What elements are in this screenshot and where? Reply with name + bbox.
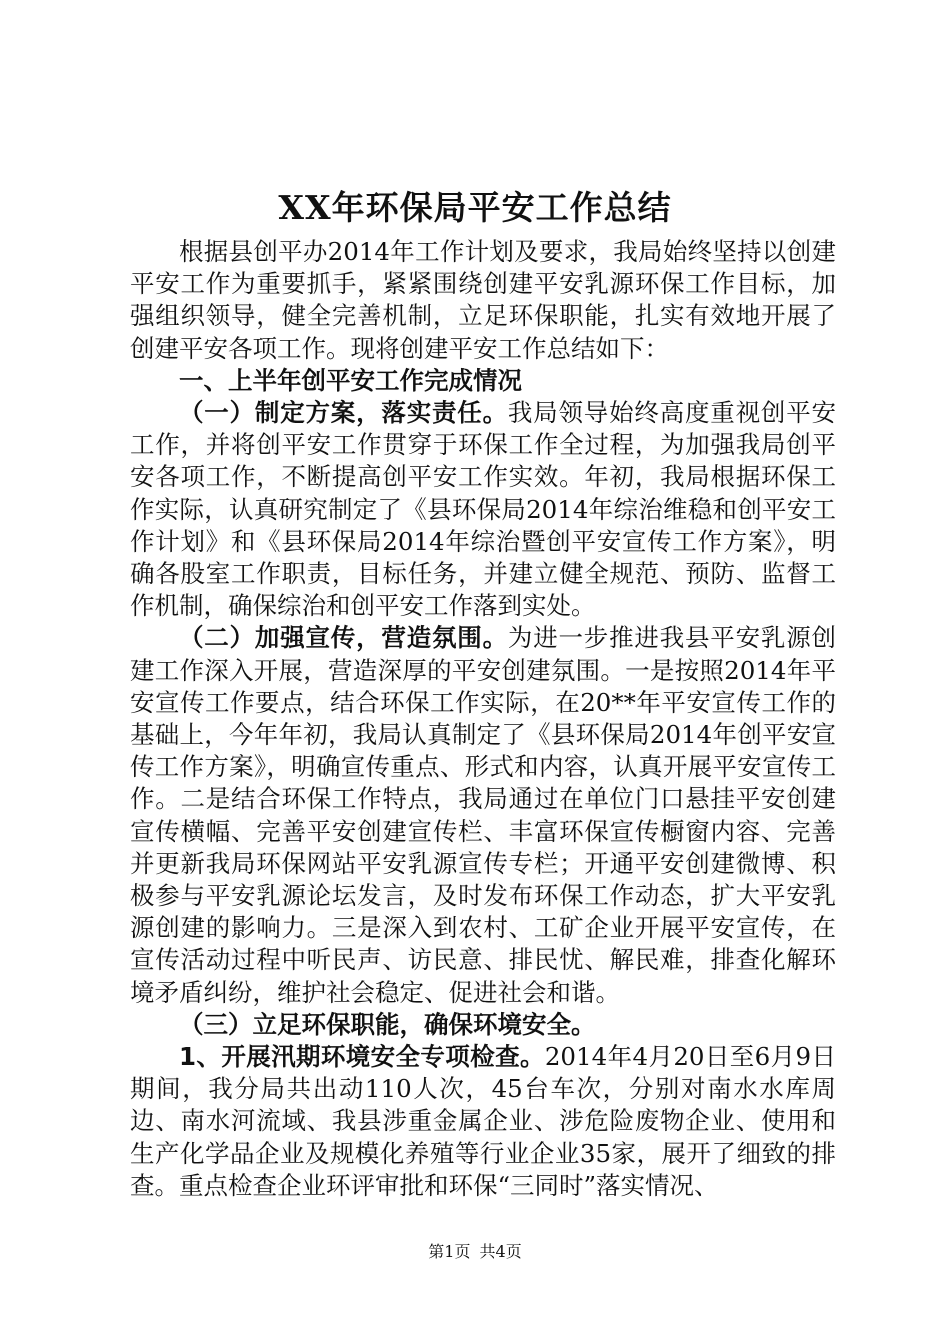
item-2-heading: （二）加强宣传，营造氛围。 <box>179 623 508 653</box>
item-2-paragraph <box>130 622 836 1008</box>
item-2-text: 为进一步推进我县平安乳源创建工作深入开展，营造深厚的平安创建氛围。一是按照2014年平安宣传工作要点，结合环保工作实际，在20**年平安宣传工作的基础上，今年年初，我局认真制定了《县环保局2014年创平安宣传工作方案》，明确宣传重点、形式和内容，认真开展平安宣传工作。二是结合环保工作特点，我局通过在单位门口悬挂平安创建宣传横幅、完善平安创建宣传栏、丰富环保宣传橱窗内容、完善并更新我局环保网站平安乳源宣传专栏；开通平安创建微博、积极参与平安乳源论坛发言，及时发布环保工作动态，扩大平安乳源创建的影响力。三是深入到农村、工矿企业开展平安宣传，在宣传活动过程中听民声、访民意、排民忧、解民难，排查化解环境矛盾纠纷，维护社会稳定、促进社会和谐。 <box>130 623 837 1007</box>
item-1-heading: （一）制定方案，落实责任。 <box>179 398 508 428</box>
item-1-paragraph <box>130 397 836 622</box>
section-heading <box>130 365 836 397</box>
sub-1-text: 2014年4月20日至6月9日期间，我分局共出动110人次，45台车次，分别对南水水库周边、南水河流域、我县涉重金属企业、涉危险废物企业、使用和生产化学品企业及规模化养殖等行业企业35家，展开了细致的排查。重点检查企业环评审批和环保“三同时”落实情况、 <box>130 1042 836 1200</box>
sub-1-paragraph <box>130 1041 836 1202</box>
item-3-paragraph <box>130 1009 836 1041</box>
page-footer <box>0 1241 950 1263</box>
page-number: 第1页 <box>428 1242 471 1261</box>
intro-paragraph: 根据县创平办2014年工作计划及要求，我局始终坚持以创建平安工作为重要抓手，紧紧围绕创建平安乳源环保工作目标，加强组织领导，健全完善机制，立足环保职能，扎实有效地开展了创建平安各项工作。现将创建平安工作总结如下： <box>130 237 836 363</box>
sub-1-heading: 1、开展汛期环境安全专项检查。 <box>179 1042 545 1072</box>
document-title: XX年环保局平安工作总结 <box>278 188 672 227</box>
item-1-text: 我局领导始终高度重视创平安工作，并将创平安工作贯穿于环保工作全过程，为加强我局创平安各项工作，不断提高创平安工作实效。年初，我局根据环保工作实际，认真研究制定了《县环保局2014年综治维稳和创平安工作计划》和《县环保局2014年综治暨创平安宣传工作方案》，明确各股室工作职责，目标任务，并建立健全规范、预防、监督工作机制，确保综治和创平安工作落到实处。 <box>130 398 837 621</box>
item-3-heading: （三）立足环保职能，确保环境安全。 <box>179 1009 596 1039</box>
section-heading-text: 一、上半年创平安工作完成情况 <box>179 365 522 395</box>
document-body <box>130 236 836 1202</box>
page-total: 共4页 <box>479 1242 522 1261</box>
